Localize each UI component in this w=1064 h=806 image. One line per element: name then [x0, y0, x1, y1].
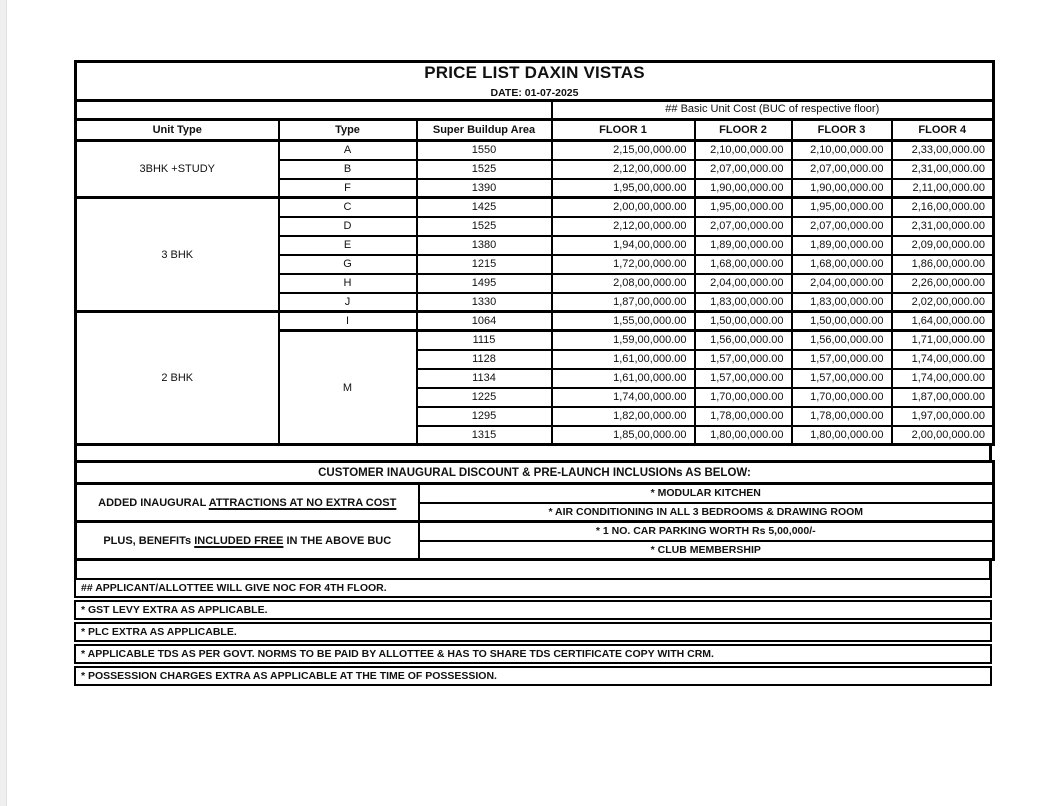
buc-heading-row	[76, 101, 994, 120]
price-cell: 2,02,00,000.00	[892, 293, 994, 312]
price-cell: 1,57,00,000.00	[792, 350, 892, 369]
date-label: DATE: 01-07-2025	[490, 87, 579, 99]
price-cell: 1,57,00,000.00	[695, 369, 792, 388]
type-cell: F	[279, 179, 417, 198]
price-cell: 1,83,00,000.00	[695, 293, 792, 312]
column-header-floor2: FLOOR 2	[695, 120, 792, 141]
price-cell: 1,70,00,000.00	[695, 388, 792, 407]
area-cell: 1550	[417, 141, 552, 160]
price-cell: 1,74,00,000.00	[892, 369, 994, 388]
price-cell: 2,08,00,000.00	[552, 274, 695, 293]
type-cell: M	[279, 331, 417, 445]
column-header-area: Super Buildup Area	[417, 120, 552, 141]
table-row	[76, 141, 994, 160]
inclusion-item: * CLUB MEMBERSHIP	[419, 541, 994, 560]
price-cell: 2,11,00,000.00	[892, 179, 994, 198]
price-cell: 1,90,00,000.00	[792, 179, 892, 198]
note-row: * POSSESSION CHARGES EXTRA AS APPLICABLE AT THE TIME OF POSSESSION.	[74, 666, 992, 686]
price-cell: 1,80,00,000.00	[695, 426, 792, 445]
price-cell: 1,89,00,000.00	[695, 236, 792, 255]
area-cell: 1495	[417, 274, 552, 293]
table-row	[76, 312, 994, 331]
price-cell: 1,80,00,000.00	[792, 426, 892, 445]
price-cell: 2,07,00,000.00	[695, 217, 792, 236]
price-cell: 1,85,00,000.00	[552, 426, 695, 445]
section-gap	[74, 446, 992, 460]
price-table	[74, 60, 995, 446]
column-header-floor4: FLOOR 4	[892, 120, 994, 141]
price-cell: 1,68,00,000.00	[695, 255, 792, 274]
price-cell: 1,87,00,000.00	[552, 293, 695, 312]
price-cell: 1,64,00,000.00	[892, 312, 994, 331]
area-cell: 1134	[417, 369, 552, 388]
section-gap	[74, 561, 992, 578]
price-cell: 2,31,00,000.00	[892, 160, 994, 179]
title-block	[76, 62, 994, 101]
price-cell: 1,55,00,000.00	[552, 312, 695, 331]
price-cell: 1,56,00,000.00	[695, 331, 792, 350]
area-cell: 1390	[417, 179, 552, 198]
note-row: ## APPLICANT/ALLOTTEE WILL GIVE NOC FOR 4TH FLOOR.	[74, 578, 992, 598]
area-cell: 1225	[417, 388, 552, 407]
price-cell: 1,94,00,000.00	[552, 236, 695, 255]
price-list-document	[74, 60, 992, 686]
type-cell: I	[279, 312, 417, 331]
type-cell: B	[279, 160, 417, 179]
type-cell: A	[279, 141, 417, 160]
inclusion-row	[76, 522, 994, 541]
benefits-label-prefix: PLUS, BENEFITs	[103, 534, 195, 547]
buc-empty-cell	[76, 101, 552, 120]
price-cell: 1,82,00,000.00	[552, 407, 695, 426]
type-cell: H	[279, 274, 417, 293]
table-row	[76, 198, 994, 217]
area-cell: 1425	[417, 198, 552, 217]
attractions-label-underlined: ATTRACTIONS AT NO EXTRA COST	[208, 496, 397, 509]
unit-type-cell: 3 BHK	[76, 198, 279, 312]
price-cell: 2,00,00,000.00	[892, 426, 994, 445]
price-cell: 2,07,00,000.00	[695, 160, 792, 179]
price-cell: 1,95,00,000.00	[695, 198, 792, 217]
page-title: PRICE LIST DAXIN VISTAS	[424, 63, 645, 82]
inclusion-item: * AIR CONDITIONING IN ALL 3 BEDROOMS & DRAWING ROOM	[419, 503, 994, 522]
price-cell: 2,33,00,000.00	[892, 141, 994, 160]
price-cell: 2,31,00,000.00	[892, 217, 994, 236]
price-cell: 2,12,00,000.00	[552, 217, 695, 236]
unit-type-cell: 3BHK +STUDY	[76, 141, 279, 198]
inclusions-table	[74, 460, 995, 561]
price-cell: 1,61,00,000.00	[552, 369, 695, 388]
inclusion-row	[76, 484, 994, 503]
area-cell: 1330	[417, 293, 552, 312]
price-cell: 1,50,00,000.00	[695, 312, 792, 331]
type-cell: D	[279, 217, 417, 236]
area-cell: 1128	[417, 350, 552, 369]
price-cell: 1,83,00,000.00	[792, 293, 892, 312]
area-cell: 1115	[417, 331, 552, 350]
price-cell: 1,89,00,000.00	[792, 236, 892, 255]
page-edge-strip	[0, 0, 7, 806]
title-row	[76, 62, 994, 101]
inclusion-item: * MODULAR KITCHEN	[419, 484, 994, 503]
benefits-label-suffix: IN THE ABOVE BUC	[283, 534, 392, 547]
buc-heading: ## Basic Unit Cost (BUC of respective floor)	[552, 101, 994, 120]
type-cell: E	[279, 236, 417, 255]
price-cell: 1,87,00,000.00	[892, 388, 994, 407]
area-cell: 1295	[417, 407, 552, 426]
column-header-unit-type: Unit Type	[76, 120, 279, 141]
column-header-floor3: FLOOR 3	[792, 120, 892, 141]
price-cell: 2,07,00,000.00	[792, 160, 892, 179]
note-row: * GST LEVY EXTRA AS APPLICABLE.	[74, 600, 992, 620]
price-cell: 2,09,00,000.00	[892, 236, 994, 255]
note-row: * APPLICABLE TDS AS PER GOVT. NORMS TO BE PAID BY ALLOTTEE & HAS TO SHARE TDS CERTIFICATE COPY WITH CRM.	[74, 644, 992, 664]
inclusions-header-row	[76, 462, 994, 484]
price-cell: 1,57,00,000.00	[695, 350, 792, 369]
price-cell: 1,57,00,000.00	[792, 369, 892, 388]
price-cell: 2,10,00,000.00	[695, 141, 792, 160]
price-cell: 2,04,00,000.00	[695, 274, 792, 293]
price-cell: 2,07,00,000.00	[792, 217, 892, 236]
notes-section	[74, 578, 992, 686]
price-cell: 1,78,00,000.00	[792, 407, 892, 426]
price-cell: 2,12,00,000.00	[552, 160, 695, 179]
area-cell: 1215	[417, 255, 552, 274]
type-cell: G	[279, 255, 417, 274]
inclusion-item: * 1 NO. CAR PARKING WORTH Rs 5,00,000/-	[419, 522, 994, 541]
price-cell: 1,95,00,000.00	[792, 198, 892, 217]
price-cell: 1,74,00,000.00	[552, 388, 695, 407]
price-cell: 1,90,00,000.00	[695, 179, 792, 198]
price-cell: 1,72,00,000.00	[552, 255, 695, 274]
area-cell: 1525	[417, 217, 552, 236]
price-cell: 2,15,00,000.00	[552, 141, 695, 160]
area-cell: 1064	[417, 312, 552, 331]
area-cell: 1380	[417, 236, 552, 255]
column-header-type: Type	[279, 120, 417, 141]
price-cell: 1,50,00,000.00	[792, 312, 892, 331]
column-header-row	[76, 120, 994, 141]
price-cell: 1,97,00,000.00	[892, 407, 994, 426]
type-cell: C	[279, 198, 417, 217]
price-cell: 1,78,00,000.00	[695, 407, 792, 426]
price-cell: 2,26,00,000.00	[892, 274, 994, 293]
price-cell: 1,95,00,000.00	[552, 179, 695, 198]
attractions-label	[76, 484, 419, 522]
note-row: * PLC EXTRA AS APPLICABLE.	[74, 622, 992, 642]
area-cell: 1315	[417, 426, 552, 445]
type-cell: J	[279, 293, 417, 312]
price-cell: 1,86,00,000.00	[892, 255, 994, 274]
attractions-label-prefix: ADDED INAUGURAL	[98, 496, 209, 509]
price-cell: 2,04,00,000.00	[792, 274, 892, 293]
price-cell: 1,71,00,000.00	[892, 331, 994, 350]
inclusions-header: CUSTOMER INAUGURAL DISCOUNT & PRE-LAUNCH INCLUSIONs AS BELOW:	[76, 462, 994, 484]
benefits-label	[76, 522, 419, 560]
benefits-label-underlined: INCLUDED FREE	[194, 534, 284, 547]
price-cell: 2,00,00,000.00	[552, 198, 695, 217]
price-cell: 1,70,00,000.00	[792, 388, 892, 407]
price-cell: 1,68,00,000.00	[792, 255, 892, 274]
price-cell: 2,16,00,000.00	[892, 198, 994, 217]
area-cell: 1525	[417, 160, 552, 179]
unit-type-cell: 2 BHK	[76, 312, 279, 445]
price-cell: 1,56,00,000.00	[792, 331, 892, 350]
price-cell: 1,74,00,000.00	[892, 350, 994, 369]
column-header-floor1: FLOOR 1	[552, 120, 695, 141]
price-cell: 1,59,00,000.00	[552, 331, 695, 350]
price-cell: 2,10,00,000.00	[792, 141, 892, 160]
price-cell: 1,61,00,000.00	[552, 350, 695, 369]
